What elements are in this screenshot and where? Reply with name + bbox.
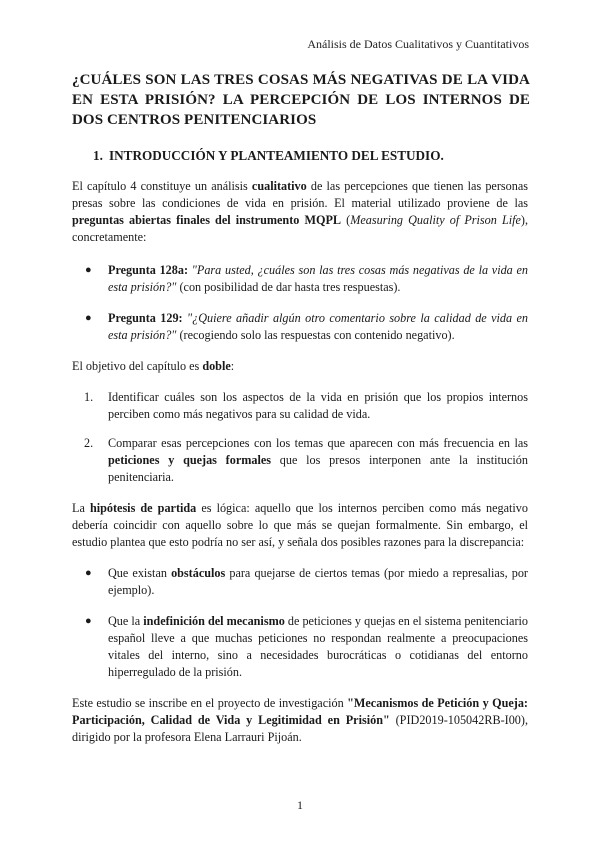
- bullet-icon: ●: [85, 615, 92, 627]
- item-number: 1.: [84, 390, 94, 404]
- question-list: [72, 262, 528, 344]
- question-quote: "Para usted, ¿cuáles son las tres cosas más negativas de la vida en esta prisión?": [108, 263, 529, 294]
- question-label: Pregunta 128a:: [108, 263, 189, 277]
- objective-item-text: Comparar esas percepciones con los temas que aparecen con más frecuencia en las: [108, 436, 528, 450]
- intro-paragraph: [72, 178, 528, 246]
- closing-paragraph: [72, 695, 528, 746]
- objective-item-text: Identificar cuáles son los aspectos de la vida en prisión que los propios internos perciben como más negativos para su calidad de vida.: [108, 390, 528, 421]
- objective-paragraph: [72, 358, 528, 375]
- document-title: ¿CUÁLES SON LAS TRES COSAS MÁS NEGATIVAS DE LA VIDA EN ESTA PRISIÓN? LA PERCEPCIÓN DE LOS INTERNOS DE DOS CENTROS PENITENCIARIOS: [72, 72, 530, 128]
- objective-item-text: que los presos interponen ante la institución penitenciaria.: [108, 453, 528, 484]
- intro-text: (: [341, 213, 351, 227]
- running-header: Análisis de Datos Cualitativos y Cuantitativos: [307, 37, 529, 51]
- spacer: [72, 599, 528, 613]
- hypothesis-bold: hipótesis de partida: [89, 501, 197, 515]
- objective-item: [72, 389, 528, 423]
- page-number: 1: [297, 798, 303, 812]
- objective-item-bold: peticiones y quejas formales: [108, 453, 272, 467]
- spacer: [72, 681, 528, 695]
- spacer: [72, 375, 528, 389]
- intro-text: El capítulo 4 constituye un análisis: [72, 179, 252, 193]
- closing-text: (PID2019-105042RB-I00), dirigido por la profesora Elena Larrauri Pijoán.: [72, 713, 528, 744]
- intro-text: de las percepciones que tienen las personas presas sobre las condiciones de vida en prisión. El material utilizado proviene de las: [72, 179, 528, 210]
- reason-text: Que la: [108, 614, 144, 628]
- question-item: [72, 262, 528, 296]
- spacer: [72, 296, 528, 310]
- objective-text: El objetivo del capítulo es: [72, 359, 203, 373]
- section-number: 1.: [93, 148, 103, 163]
- intro-italic: Measuring Quality of Prison Life: [350, 213, 521, 227]
- intro-bold: preguntas abiertas finales del instrumento MQPL: [72, 213, 342, 227]
- section-heading-text: INTRODUCCIÓN Y PLANTEAMIENTO DEL ESTUDIO.: [109, 148, 444, 163]
- question-note: (recogiendo solo las respuestas con contenido negativo).: [176, 328, 455, 342]
- objective-list: [72, 389, 528, 486]
- bullet-icon: ●: [85, 264, 92, 276]
- reason-text: de peticiones y quejas en el sistema penitenciario español lleve a que muchas peticiones no respondan realmente a preocupaciones vitales del interno, sino a necesidades burocráticas o cotidianas del entorno hiperregulado de la prisión.: [108, 614, 528, 679]
- bullet-icon: ●: [85, 312, 92, 324]
- objective-item: [72, 435, 528, 486]
- closing-text: Este estudio se inscribe en el proyecto de investigación: [72, 696, 348, 710]
- reason-text: para quejarse de ciertos temas (por miedo a represalias, por ejemplo).: [108, 566, 528, 597]
- spacer: [72, 486, 528, 500]
- objective-text: :: [230, 359, 235, 373]
- question-quote: "¿Quiere añadir algún otro comentario sobre la calidad de vida en esta prisión?": [108, 311, 529, 342]
- closing-bold: "Mecanismos de Petición y Queja: Participación, Calidad de Vida y Legitimidad en Prisión": [72, 696, 528, 727]
- hypothesis-text: La: [72, 501, 90, 515]
- spacer: [72, 423, 528, 435]
- item-number: 2.: [84, 436, 94, 450]
- section-heading: [93, 148, 533, 164]
- reason-list: [72, 565, 528, 681]
- spacer: [72, 344, 528, 358]
- reason-bold: obstáculos: [171, 566, 226, 580]
- intro-text: ), concretamente:: [72, 213, 529, 244]
- question-item: [72, 310, 528, 344]
- question-label: Pregunta 129:: [108, 311, 183, 325]
- objective-bold: doble: [202, 359, 231, 373]
- reason-text: Que existan: [108, 566, 172, 580]
- hypothesis-paragraph: [72, 500, 528, 551]
- question-note: (con posibilidad de dar hasta tres respuestas).: [176, 280, 401, 294]
- hypothesis-text: es lógica: aquello que los internos perciben como más negativo debería coincidir con aquello sobre lo que más se quejan formalmente. Sin embargo, el estudio plantea que esto podría no ser así, y señala dos posibles razones para la discrepancia:: [72, 501, 528, 549]
- intro-bold: cualitativo: [251, 179, 307, 193]
- reason-item: [72, 613, 528, 681]
- document-body: [72, 178, 528, 746]
- reason-bold: indefinición del mecanismo: [143, 614, 285, 628]
- spacer: [72, 551, 528, 565]
- bullet-icon: ●: [85, 567, 92, 579]
- reason-item: [72, 565, 528, 599]
